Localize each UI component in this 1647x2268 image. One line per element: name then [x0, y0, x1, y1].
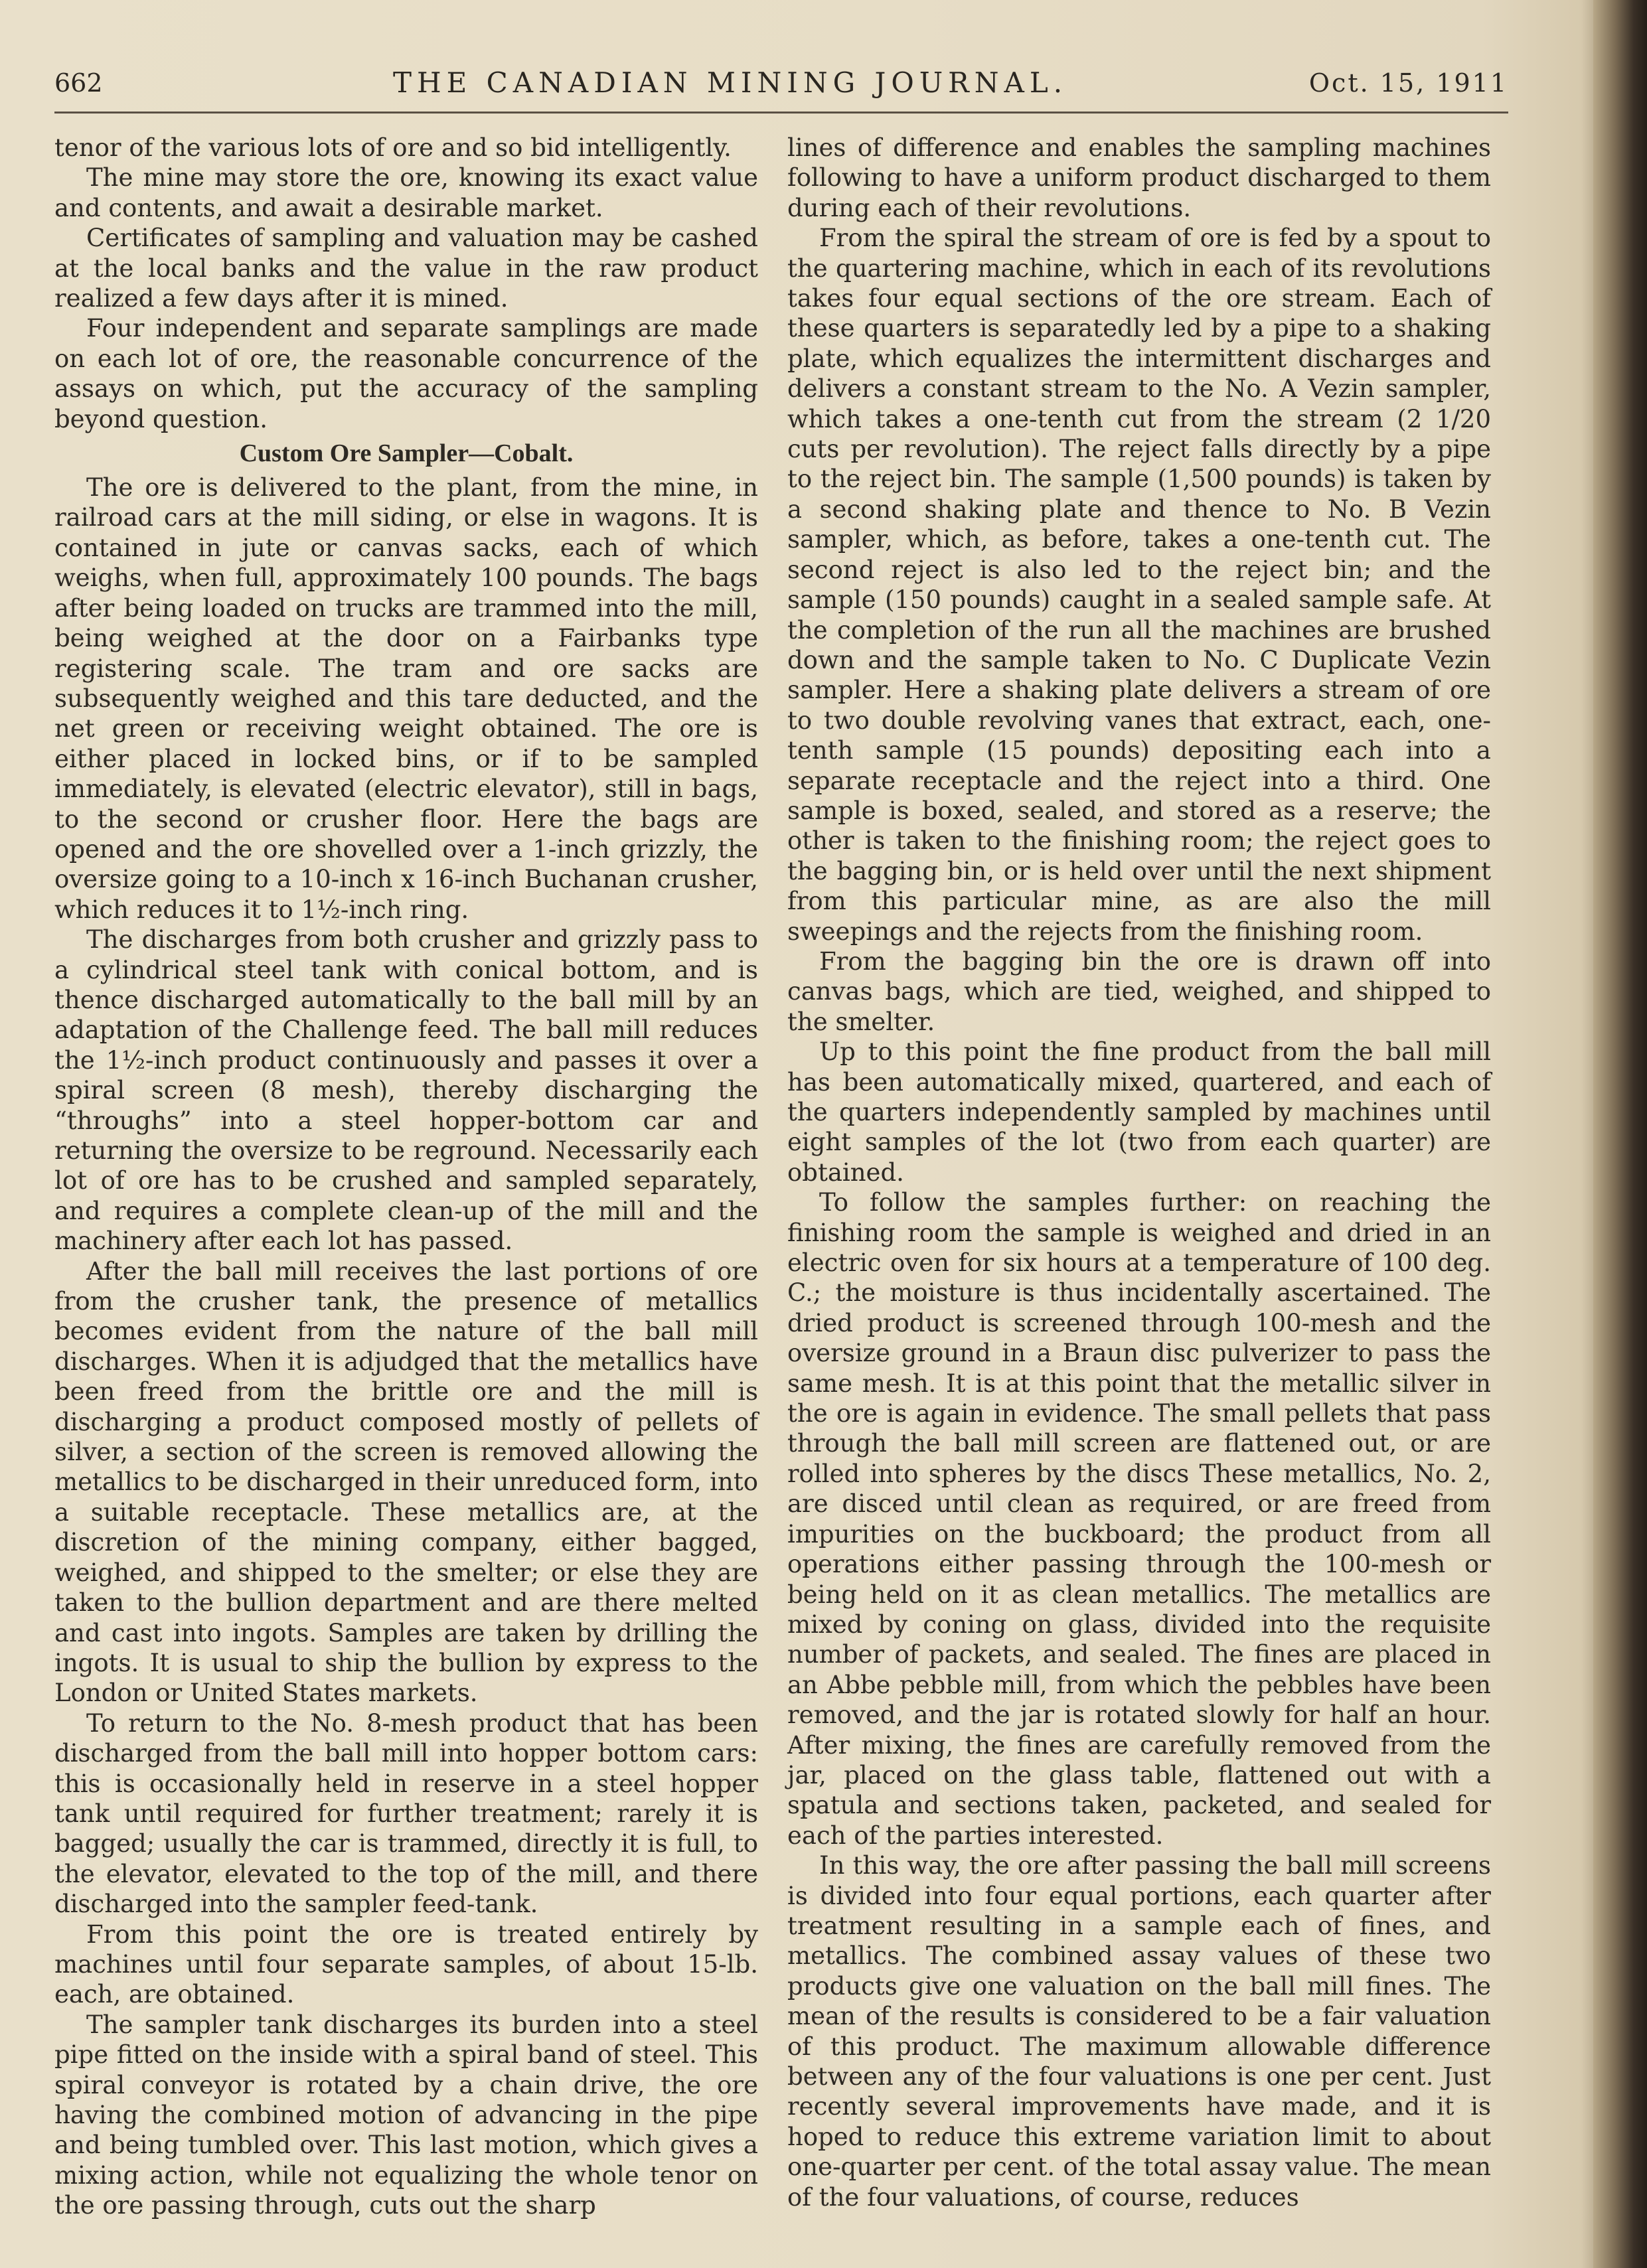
page-header — [54, 66, 1508, 113]
paragraph: lines of difference and enables the sampling machines following to have a uniform product discharged to them during each of their revolutions. — [787, 133, 1491, 222]
section-heading: Custom Ore Sampler—Cobalt. — [239, 439, 574, 468]
paragraph: The ore is delivered to the plant, from the mine, in railroad cars at the mill siding, or else in wagons. It is contained in jute or canvas sacks, each of which weighs, when full, approximately 100 pounds. The bags after being loaded on trucks are trammed into the mill, being weighed at the door on a Fairbanks type registering scale. The tram and ore sacks are subsequently weighed and this tare deducted, and the net green or receiving weight obtained. The ore is either placed in locked bins, or if to be sampled immediately, is elevated (electric elevator), still in bags, to the second or crusher floor. Here the bags are opened and the ore shovelled over a 1-inch grizzly, the oversize going to a 10-inch x 16-inch Buchanan crusher, which reduces it to 1½-inch ring. — [54, 473, 758, 924]
header-rule — [54, 112, 1508, 113]
paragraph: tenor of the various lots of ore and so bid intelligently. — [54, 133, 732, 162]
paragraph: Up to this point the fine product from the ball mill has been automatically mixed, quartered, and each of the quarters independently sampled by machines until eight samples of the lot (two from each quarter) are obtained. — [787, 1037, 1491, 1187]
paragraph: The discharges from both crusher and grizzly pass to a cylindrical steel tank with conical bottom, and is thence discharged automatically to the ball mill by an adaptation of the Challenge feed. The ball mill reduces the 1½-inch product continuously and passes it over a spiral screen (8 mesh), thereby discharging the “throughs” into a steel hopper-bottom car and returning the oversize to be reground. Necessarily each lot of ore has to be crushed and sampled separately, and requires a complete clean-up of the mill and the machinery after each lot has passed. — [54, 925, 758, 1256]
paragraph: In this way, the ore after passing the ball mill screens is divided into four equal portions, each quarter after treatment resulting in a sample each of fines, and metallics. The combined assay values of these two products give one valuation on the ball mill fines. The mean of the results is considered to be a fair valuation of this product. The maximum allowable difference between any of the four valuations is one per cent. Just recently several improvements have made, and it is hoped to reduce this extreme variation limit to about one-quarter per cent. of the total assay value. The mean of the four valuations, of course, reduces — [787, 1851, 1491, 2212]
paragraph: Certificates of sampling and valuation may be cashed at the local banks and the value in the raw product realized a few days after it is mined. — [54, 224, 758, 313]
paragraph: To return to the No. 8-mesh product that has been discharged from the ball mill into hopper bottom cars: this is occasionally held in reserve in a steel hopper tank until required for further treatment; rarely it is bagged; usually the car is trammed, directly it is full, to the elevator, elevated to the top of the mill, and there discharged into the sampler feed-tank. — [54, 1708, 758, 1919]
paragraph: After the ball mill receives the last portions of ore from the crusher tank, the presence of metallics becomes evident from the nature of the ball mill discharges. When it is adjudged that the metallics have been freed from the brittle ore and the mill is discharging a product composed mostly of pellets of silver, a section of the screen is removed allowing the metallics to be discharged in their unreduced form, into a suitable receptacle. These metallics are, at the discretion of the mining company, either bagged, weighed, and shipped to the smelter; or else they are taken to the bullion department and are there melted and cast into ingots. Samples are taken by drilling the ingots. It is usual to ship the bullion by express to the London or United States markets. — [54, 1256, 758, 1708]
paragraph: To follow the samples further: on reaching the finishing room the sample is weighed and dried in an electric oven for six hours at a temperature of 100 deg. C.; the moisture is thus incidentally ascertained. The dried product is screened through 100-mesh and the oversize ground in a Braun disc pulverizer to pass the same mesh. It is at this point that the metallic silver in the ore is again in evidence. The small pellets that pass through the ball mill screen are flattened out, or are rolled into spheres by the discs These metallics, No. 2, are disced until clean as required, or are freed from impurities on the buckboard; the product from all operations either passing through the 100-mesh or being held on it as clean metallics. The metallics are mixed by coning on glass, divided into the requisite number of packets, and sealed. The fines are placed in an Abbe pebble mill, from which the pebbles have been removed, and the jar is rotated slowly for half an hour. After mixing, the fines are carefully removed from the jar, placed on the glass table, flattened out with a spatula and sections taken, packeted, and sealed for each of the parties interested. — [787, 1188, 1491, 1850]
paragraph: The sampler tank discharges its burden into a steel pipe fitted on the inside with a spiral band of steel. This spiral conveyor is rotated by a chain drive, the ore having the combined motion of advancing in the pipe and being tumbled over. This last motion, which gives a mixing action, while not equalizing the whole tenor on the ore passing through, cuts out the sharp — [54, 2010, 758, 2220]
paragraph: From this point the ore is treated entirely by machines until four separate samples, of about 15-lb. each, are obtained. — [54, 1920, 758, 2009]
left-column — [54, 133, 758, 2221]
paragraph: From the bagging bin the ore is drawn off into canvas bags, which are tied, weighed, and shipped to the smelter. — [787, 946, 1491, 1036]
paragraph: The mine may store the ore, knowing its exact value and contents, and await a desirable market. — [54, 163, 758, 222]
issue-date: Oct. 15, 1911 — [1308, 68, 1508, 98]
paragraph: Four independent and separate samplings are made on each lot of ore, the reasonable concurrence of the assays on which, put the accuracy of the sampling beyond question. — [54, 314, 758, 433]
journal-title: THE CANADIAN MINING JOURNAL. — [393, 66, 1068, 99]
page-number: 662 — [54, 68, 103, 98]
book-spine-shadow — [1593, 0, 1647, 2268]
paragraph: From the spiral the stream of ore is fed by a spout to the quartering machine, which in each of its revolutions takes four equal sections of the ore stream. Each of these quarters is separatedly led by a pipe to a shaking plate, which equalizes the intermittent discharges and delivers a constant stream to the No. A Vezin sampler, which takes a one-tenth cut from the stream (2 1/20 cuts per revolution). The reject falls directly by a pipe to the reject bin. The sample (1,500 pounds) is taken by a second shaking plate and thence to No. B Vezin sampler, which, as before, takes a one-tenth cut. The second reject is also led to the reject bin; and the sample (150 pounds) caught in a sealed sample safe. At the completion of the run all the machines are brushed down and the sample taken to No. C Duplicate Vezin sampler. Here a shaking plate delivers a stream of ore to two double revolving vanes that extract, each, one-tenth sample (15 pounds) depositing each into a separate receptacle and the reject into a third. One sample is boxed, sealed, and stored as a reserve; the other is taken to the finishing room; the reject goes to the bagging bin, or is held over until the next shipment from this particular mine, as are also the mill sweepings and the rejects from the finishing room. — [787, 224, 1491, 946]
right-column — [787, 133, 1491, 2212]
